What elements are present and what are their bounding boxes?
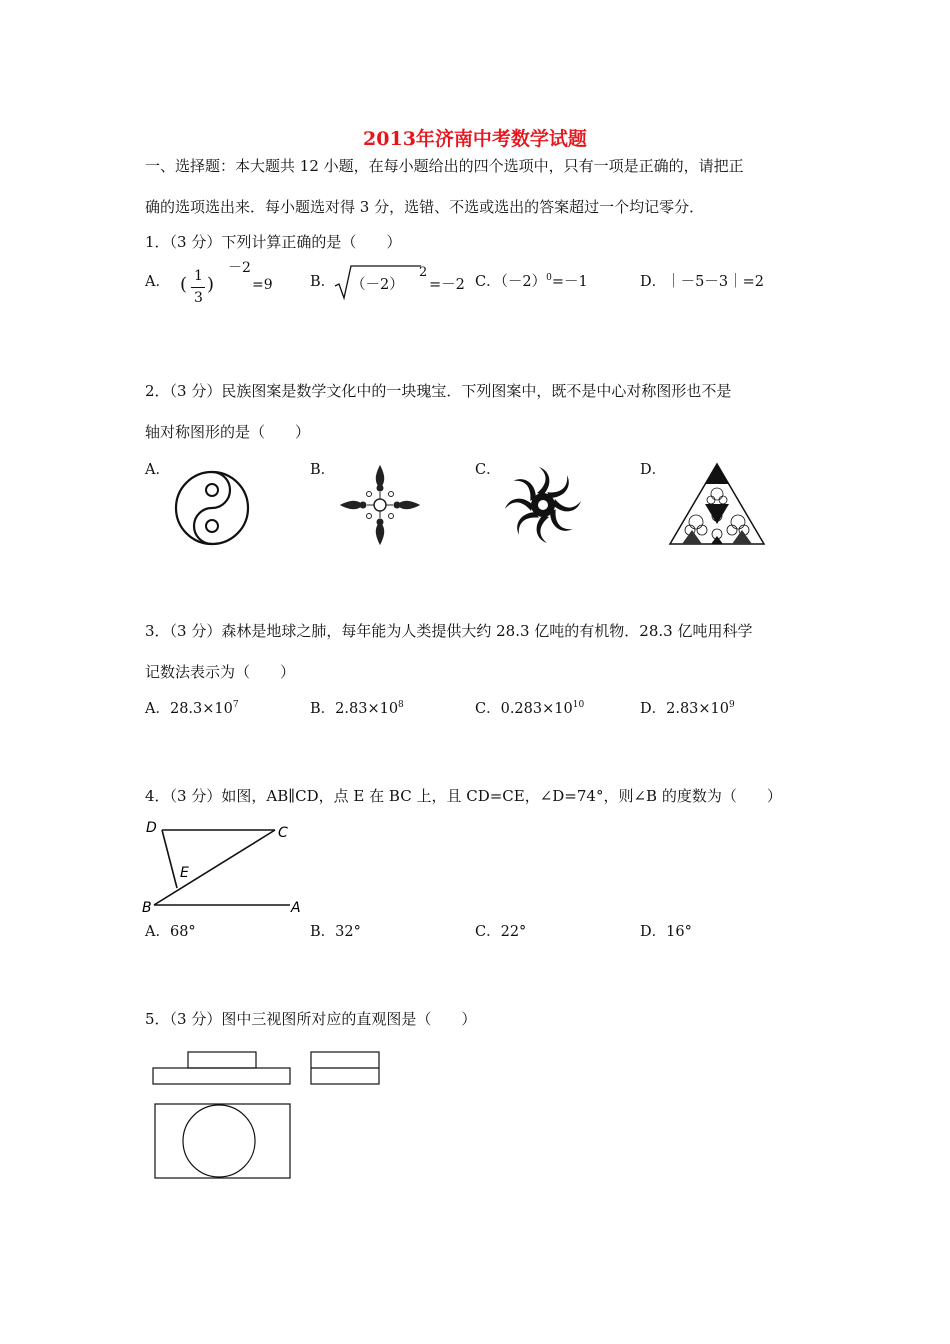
q1-option-b [333,262,473,302]
intro-line-2: 确的选项选出来．每小题选对得 3 分，选错、不选或选出的答案超过一个均记零分． [145,198,705,216]
q1-option-d [640,270,764,291]
q3-option-c: C．$0.283\times 10^{10}$ [475,700,585,717]
q1-stem: 1．（3 分）下列计算正确的是（ ） [145,233,402,251]
q4-stem: 4．（3 分）如图，AB∥CD，点 E 在 BC 上，且 CD=CE，∠D=74°，则∠B 的度数为（ ） [145,787,782,805]
q2-option-c-label: C． [475,462,501,478]
point-b-label: B [142,900,152,915]
page-title: 2013年济南中考数学试题 [363,128,587,150]
q1-b-result: =－2 [429,277,465,293]
q1-option-a: ( 1 3 ) －2 =9 [180,265,280,315]
yin-yang-pattern-icon [172,468,252,548]
sierpinski-triangle-pattern-icon [666,460,768,548]
q2-stem-line-2: 轴对称图形的是（ ） [145,423,311,441]
q4-option-d: D．16° [640,924,692,940]
point-a-label: A [291,900,301,915]
q4-option-b: B．32° [310,924,361,940]
q1-c-base: （－2） [500,274,547,290]
q4-geometry-figure [140,815,310,915]
front-view-top-block [188,1052,256,1068]
q4-option-c: C．22° [475,924,527,940]
point-d-label: D [146,820,157,836]
q3-stem-line-2: 记数法表示为（ ） [145,663,296,681]
q1-c-exponent: 0 [546,273,552,283]
q1-option-c-label: C． [475,274,501,290]
front-view-base [153,1068,290,1084]
q2-option-a-label: A． [145,462,170,478]
q1-b-exponent: 2 [419,265,428,280]
q2-option-d-label: D． [640,462,667,478]
q1-option-d-label: D． [640,274,667,290]
q1-c-result: =－1 [551,274,588,290]
q3-option-d: D．$2.83\times 10^9$ [640,700,735,717]
pinwheel-pattern-icon [500,462,586,548]
q1-b-radicand: （－2） [351,277,404,293]
q1-a-denominator: 3 [194,290,203,306]
q2-stem-line-1: 2．（3 分）民族图案是数学文化中的一块瑰宝．下列图案中，既不是中心对称图形也不是 [145,382,732,400]
top-view-circle [183,1105,255,1177]
floral-cross-pattern-icon [337,462,423,548]
q1-option-a-label: A． [145,274,170,290]
intro-line-1: 一、选择题：本大题共 12 小题，在每小题给出的四个选项中，只有一项是正确的，请把正 [145,157,744,175]
q1-d-text: ｜－5－3｜=2 [666,274,764,290]
q4-option-a: A．68° [145,924,196,940]
q3-stem-line-1: 3．（3 分）森林是地球之肺，每年能为人类提供大约 28.3 亿吨的有机物．28.3 亿吨用科学 [145,622,753,640]
point-c-label: C [278,825,288,841]
point-e-label: E [180,865,189,881]
top-view [155,1104,290,1178]
q1-a-numerator: 1 [194,268,203,284]
q2-option-b-label: B． [310,462,336,478]
q3-option-b: B．$2.83\times 10^8$ [310,700,404,717]
q1-option-b-label: B． [310,274,336,290]
q1-option-c [475,270,588,291]
q1-a-exponent: －2 [228,260,251,276]
q3-option-a: A．$28.3\times 10^7$ [145,700,239,717]
q1-a-result: =9 [252,277,273,293]
fraction-bar [191,287,205,288]
q5-stem: 5．（3 分）图中三视图所对应的直观图是（ ） [145,1010,477,1028]
q5-three-view-drawing [145,1045,395,1185]
